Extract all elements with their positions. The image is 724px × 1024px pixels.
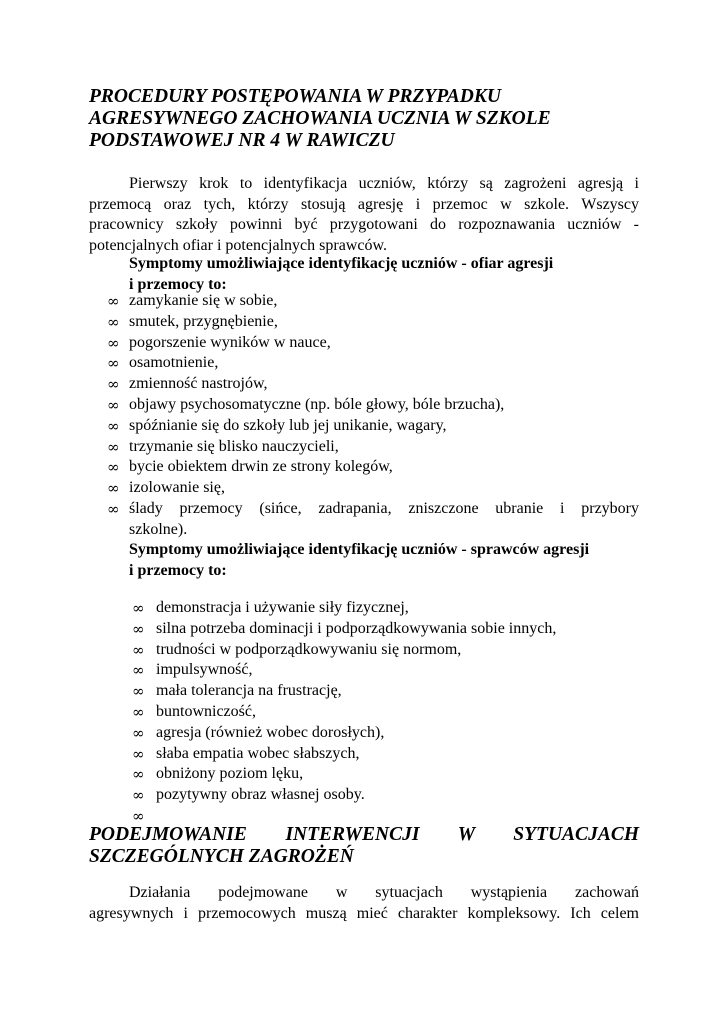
- list-item-text: mała tolerancja na frustrację,: [156, 682, 342, 700]
- list-item-text: bycie obiektem drwin ze strony kolegów,: [129, 458, 393, 476]
- list-item: [107, 291, 639, 312]
- intro-line-1-text: Pierwszy krok to identyfikacja uczniów, którzy są zagrożeni agresją i: [129, 175, 639, 192]
- perpetrators-heading-line-1: Symptomy umożliwiające identyfikację uczniów - sprawców agresji: [129, 541, 590, 558]
- list-item-text: obniżony poziom lęku,: [156, 765, 304, 783]
- intro-line-3: pracownicy szkoły powinni być przygotowani do rozpoznawania uczniów -: [89, 216, 639, 233]
- list-item: [132, 660, 639, 681]
- infinity-bullet-icon: ∞: [107, 354, 120, 373]
- infinity-bullet-icon: ∞: [107, 416, 120, 435]
- infinity-bullet-icon: ∞: [132, 661, 145, 680]
- infinity-bullet-icon: ∞: [107, 479, 120, 498]
- infinity-bullet-icon: ∞: [132, 744, 145, 763]
- infinity-bullet-icon: ∞: [107, 395, 120, 414]
- infinity-bullet-icon: ∞: [107, 333, 120, 352]
- list-item-text: pozytywny obraz własnej osoby.: [156, 786, 365, 804]
- document-title: [89, 86, 639, 152]
- list-item-text: spóźnianie się do szkoły lub jej unikanie, wagary,: [129, 416, 447, 434]
- section-paragraph: [89, 883, 639, 924]
- list-item: [132, 640, 639, 661]
- list-item: [107, 416, 639, 437]
- infinity-bullet-icon: ∞: [107, 499, 120, 518]
- infinity-bullet-icon: ∞: [107, 292, 120, 310]
- list-item: [107, 499, 639, 541]
- list-item-text: pogorszenie wyników w nauce,: [129, 333, 331, 351]
- title-line-3: PODSTAWOWEJ NR 4 W RAWICZU: [89, 130, 395, 151]
- list-item: [132, 723, 639, 744]
- list-item: [107, 395, 639, 416]
- list-item: [132, 702, 639, 723]
- list-item-text: agresja (również wobec dorosłych),: [156, 723, 385, 741]
- list-item-text: zamykanie się w sobie,: [129, 292, 278, 309]
- list-item-text: osamotnienie,: [129, 354, 219, 372]
- intro-line-4: potencjalnych ofiar i potencjalnych sprawców.: [89, 236, 387, 254]
- list-item: [107, 437, 639, 458]
- list-item-text: słaba empatia wobec słabszych,: [156, 744, 360, 762]
- victims-heading-line-1: Symptomy umożliwiające identyfikację uczniów - ofiar agresji: [129, 255, 554, 272]
- section-paragraph-line-1: [89, 883, 639, 904]
- list-item-text: trudności w podporządkowywaniu się normom,: [156, 640, 462, 658]
- section-paragraph-line-1-text: Działania podejmowane w sytuacjach wystąpienia zachowań: [129, 884, 639, 901]
- infinity-bullet-icon: ∞: [132, 682, 145, 701]
- infinity-bullet-icon: ∞: [107, 458, 120, 477]
- infinity-bullet-icon: ∞: [132, 786, 145, 805]
- section-title-line-1: PODEJMOWANIE INTERWENCJI W SYTUACJACH: [89, 824, 639, 845]
- perpetrators-heading-line-2: i przemocy to:: [129, 561, 227, 579]
- title-line-2: AGRESYWNEGO ZACHOWANIA UCZNIA W SZKOLE: [89, 108, 551, 129]
- list-item-text: objawy psychosomatyczne (np. bóle głowy, bóle brzucha),: [129, 395, 505, 413]
- intro-line-1: [89, 174, 639, 195]
- list-item: [132, 764, 639, 785]
- victims-heading: [129, 254, 639, 295]
- intro-paragraph: [89, 174, 639, 256]
- title-line-1: PROCEDURY POSTĘPOWANIA W PRZYPADKU: [89, 86, 501, 107]
- victims-symptom-list: [107, 291, 639, 541]
- section-title: [89, 824, 639, 868]
- list-item: [132, 744, 639, 765]
- list-item-text: zmienność nastrojów,: [129, 375, 268, 393]
- infinity-bullet-icon: ∞: [132, 640, 145, 659]
- list-item: [107, 353, 639, 374]
- list-item: [132, 598, 639, 619]
- infinity-bullet-icon: ∞: [132, 806, 145, 825]
- list-item: [107, 374, 639, 395]
- list-item: [132, 806, 639, 826]
- infinity-bullet-icon: ∞: [107, 312, 120, 331]
- victims-heading-line-2: i przemocy to:: [129, 275, 227, 293]
- infinity-bullet-icon: ∞: [132, 619, 145, 638]
- infinity-bullet-icon: ∞: [132, 599, 145, 617]
- list-item-text: smutek, przygnębienie,: [129, 312, 278, 330]
- perpetrators-heading: [129, 540, 639, 581]
- infinity-bullet-icon: ∞: [132, 723, 145, 742]
- list-item-text: izolowanie się,: [129, 479, 225, 497]
- list-item: [132, 785, 639, 806]
- perpetrators-symptom-list: [132, 598, 639, 826]
- infinity-bullet-icon: ∞: [132, 702, 145, 721]
- infinity-bullet-icon: ∞: [107, 437, 120, 456]
- section-title-line-2: SZCZEGÓLNYCH ZAGROŻEŃ: [89, 846, 354, 867]
- list-item-text-continuation: szkolne).: [129, 520, 188, 538]
- infinity-bullet-icon: ∞: [132, 765, 145, 784]
- list-item: [107, 457, 639, 478]
- list-item-text: ślady przemocy (sińce, zadrapania, zniszczone ubranie i przybory: [129, 499, 639, 517]
- list-item: [107, 312, 639, 333]
- list-item: [107, 478, 639, 499]
- list-item-text: demonstracja i używanie siły fizycznej,: [156, 599, 409, 616]
- infinity-bullet-icon: ∞: [107, 375, 120, 394]
- intro-line-2: przemocą oraz tych, którzy stosują agresję i przemoc w szkole. Wszyscy: [89, 195, 639, 213]
- list-item: [132, 619, 639, 640]
- list-item-text: silna potrzeba dominacji i podporządkowywania sobie innych,: [156, 619, 557, 637]
- list-item-text: buntowniczość,: [156, 702, 256, 720]
- section-paragraph-line-2: agresywnych i przemocowych muszą mieć charakter kompleksowy. Ich celem: [89, 904, 639, 922]
- list-item: [132, 681, 639, 702]
- list-item-text: trzymanie się blisko nauczycieli,: [129, 437, 339, 455]
- list-item-text: impulsywność,: [156, 661, 253, 679]
- list-item: [107, 333, 639, 354]
